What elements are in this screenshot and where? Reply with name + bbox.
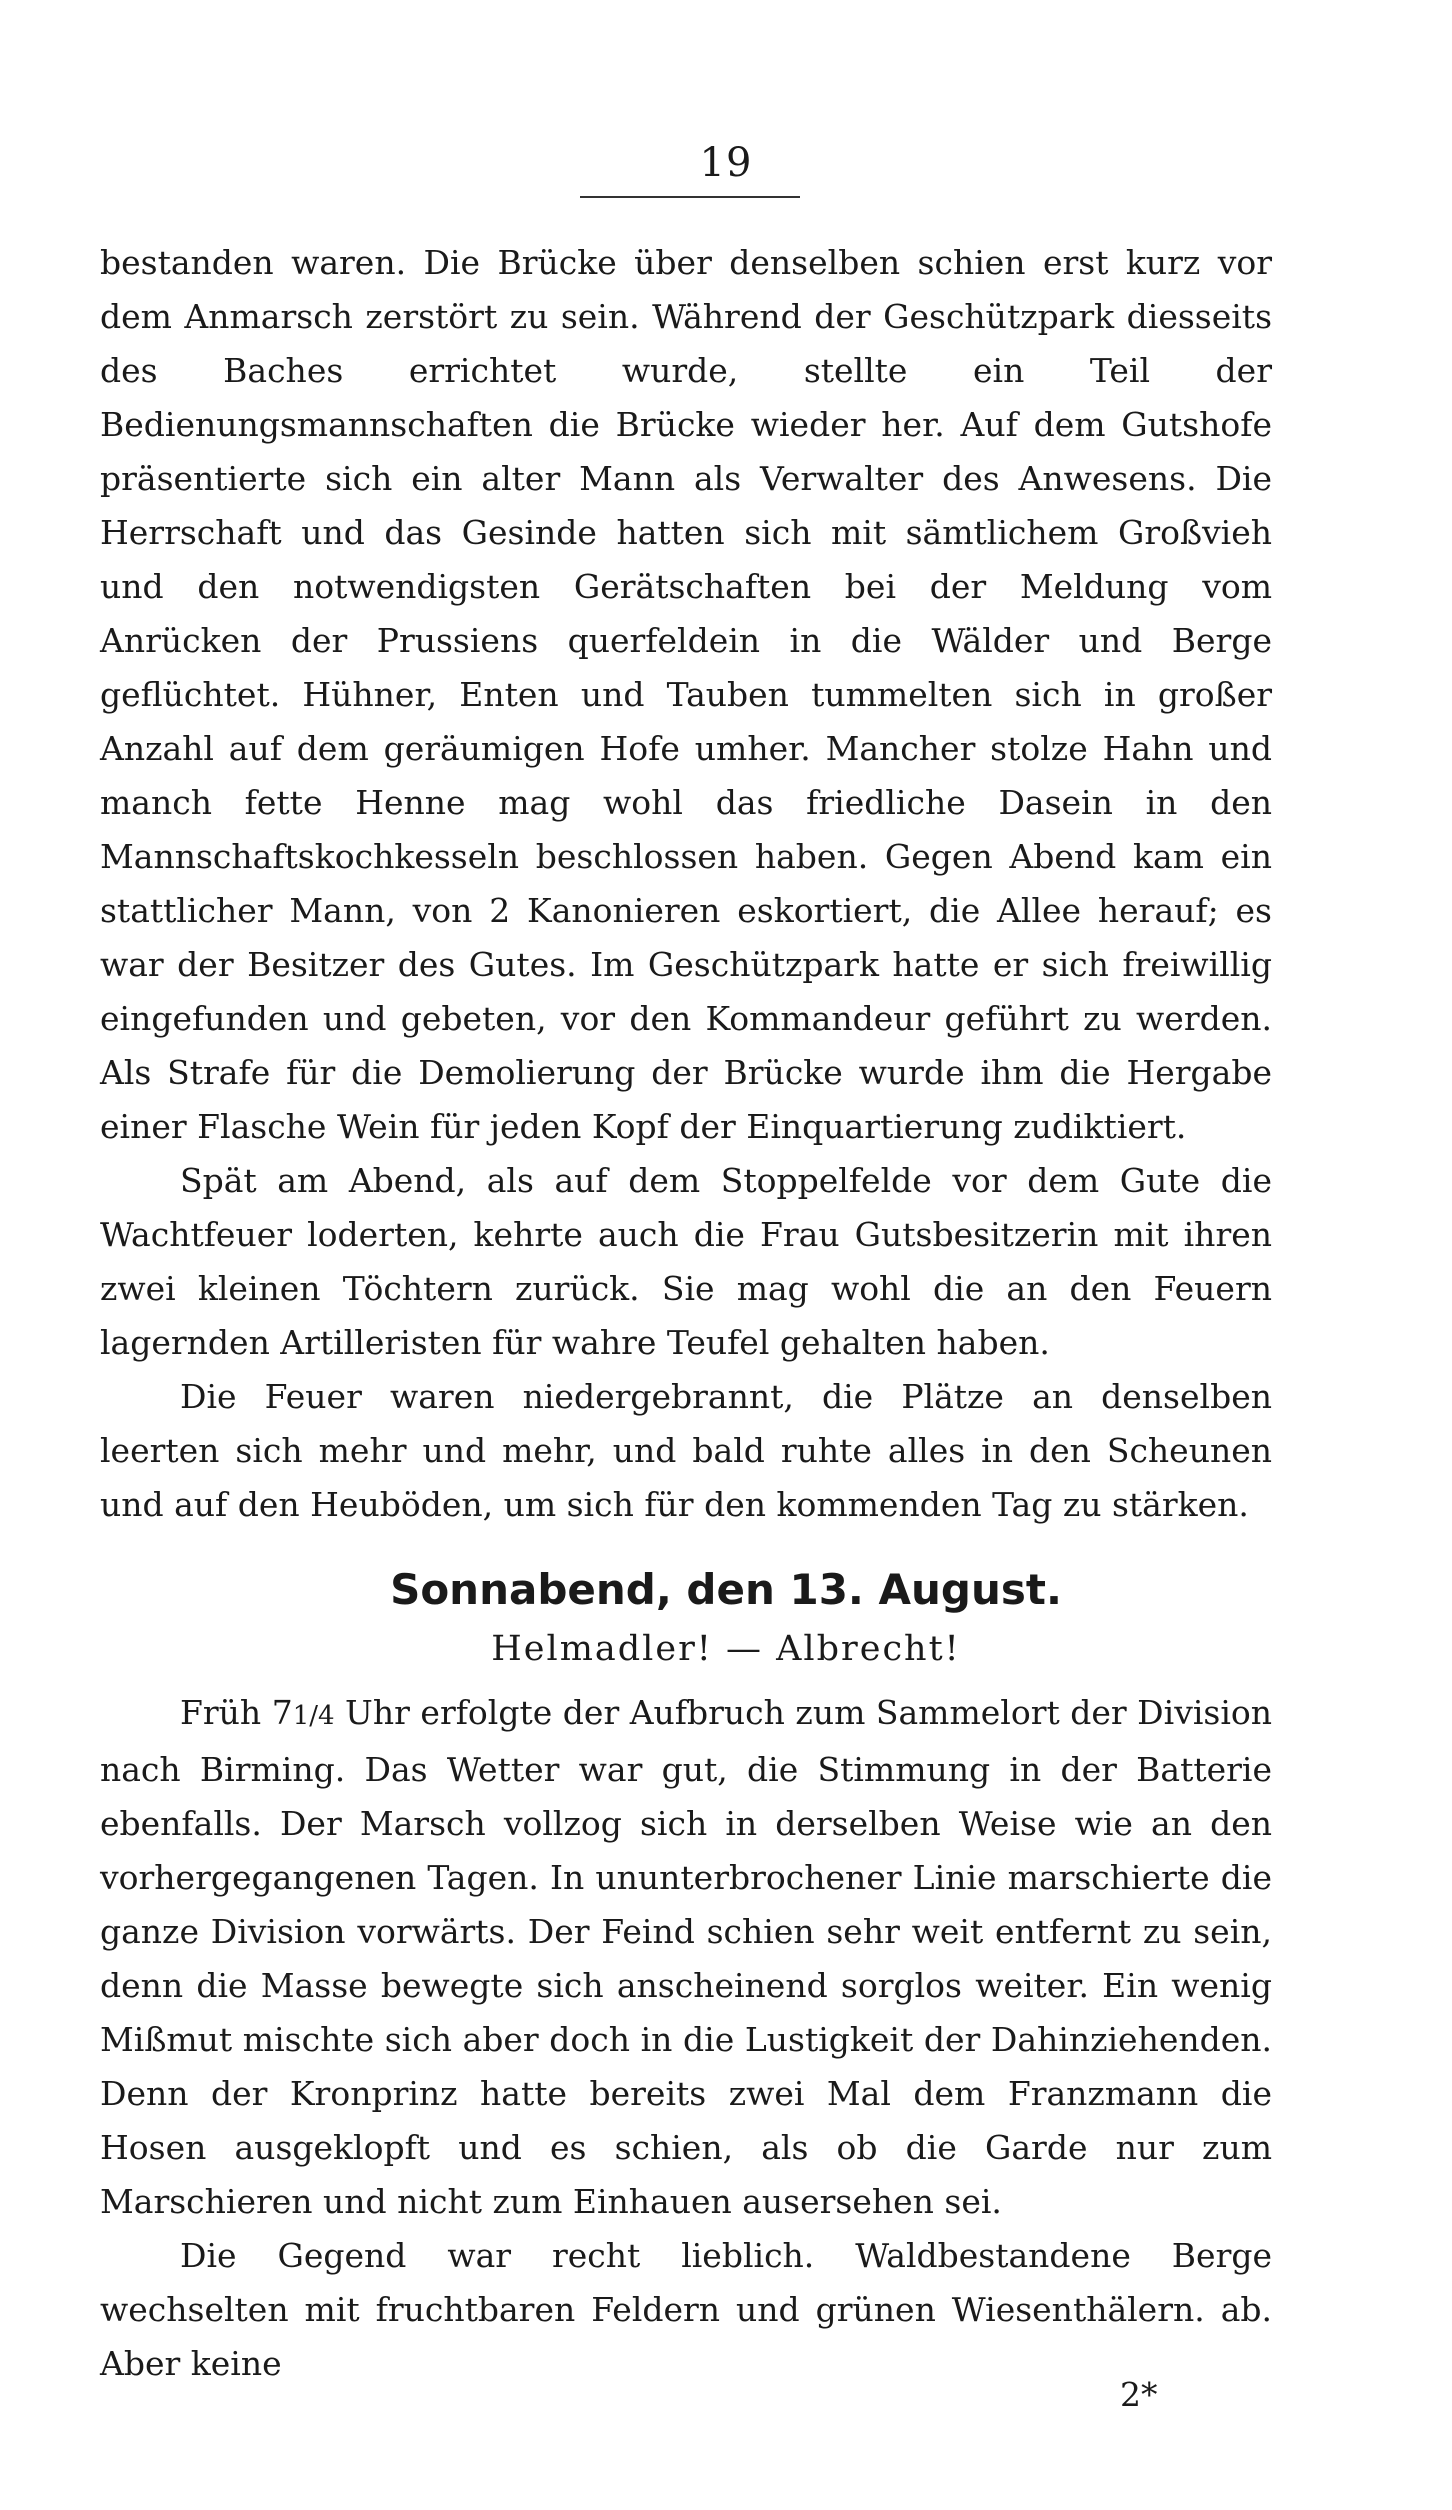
paragraph-departure-rest: Uhr erfolgte der Aufbruch zum Sammelort der Division nach Birming. Das Wetter war gut, die Stimmung in der Batterie ebenfalls. Der Marsch vollzog sich in derselben Weise wie an den vorhergegangenen Tagen. In ununterbrochener Linie marschierte die ganze Division vorwärts. Der Feind schien sehr weit entfernt zu sein, denn die Masse bewegte sich anscheinend sorglos weiter. Ein wenig Mißmut mischte sich aber doch in die Lustigkeit der Dahinziehenden. Denn der Kronprinz hatte bereits zwei Mal dem Franzmann die Hosen ausgeklopft und es schien, als ob die Garde nur zum Marschieren und nicht zum Einhauen ausersehen sei. xyxy=(100,1693,1273,2221)
paragraph-departure-start: Früh 7 xyxy=(180,1693,293,1732)
text-block-top xyxy=(100,236,1272,1532)
header-rule xyxy=(580,196,800,198)
paragraph-continuation: bestanden waren. Die Brücke über denselben schien erst kurz vor dem Anmarsch zerstört zu sein. Während der Geschützpark diesseits des Baches errichtet wurde, stellte ein Teil der Bedienungsmannschaften die Brücke wieder her. Auf dem Gutshofe präsentierte sich ein alter Mann als Verwalter des Anwesens. Die Herrschaft und das Gesinde hatten sich mit sämtlichem Großvieh und den notwendigsten Gerätschaften bei der Meldung vom Anrücken der Prussiens querfeldein in die Wälder und Berge geflüchtet. Hühner, Enten und Tauben tummelten sich in großer Anzahl auf dem geräumigen Hofe umher. Mancher stolze Hahn und manch fette Henne mag wohl das friedliche Dasein in den Mannschaftskochkesseln beschlossen haben. Gegen Abend kam ein stattlicher Mann, von 2 Kanonieren eskortiert, die Allee herauf; es war der Besitzer des Gutes. Im Geschützpark hatte er sich freiwillig eingefunden und gebeten, vor den Kommandeur geführt zu werden. Als Strafe für die Demolierung der Brücke wurde ihm die Hergabe einer Flasche Wein für jeden Kopf der Einquartierung zudiktiert. xyxy=(100,243,1272,1146)
signature-mark: 2* xyxy=(1120,2375,1158,2414)
section-heading: Sonnabend, den 13. August. xyxy=(390,1565,1062,1614)
paragraph-fires: Die Feuer waren niedergebrannt, die Plätze an denselben leerten sich mehr und mehr, und bald ruhte alles in den Scheunen und auf den Heuböden, um sich für den kommenden Tag zu stärken. xyxy=(100,1377,1272,1524)
section-subheading: Helmadler! — Albrecht! xyxy=(491,1629,961,1669)
paragraph-landscape: Die Gegend war recht lieblich. Waldbestandene Berge wechselten mit fruchtbaren Feldern und grünen Wiesenthälern. ab. Aber keine xyxy=(100,2236,1272,2383)
paragraph-departure xyxy=(100,1686,1272,2229)
time-fraction: 1/4 xyxy=(292,1701,335,1731)
page-number: 19 xyxy=(699,140,753,186)
paragraph-evening: Spät am Abend, als auf dem Stoppelfelde vor dem Gute die Wachtfeuer loderten, kehrte auch die Frau Gutsbesitzerin mit ihren zwei kleinen Töchtern zurück. Sie mag wohl die an den Feuern lagernden Artilleristen für wahre Teufel gehalten haben. xyxy=(100,1161,1272,1362)
text-block-bottom xyxy=(100,1686,1272,2391)
